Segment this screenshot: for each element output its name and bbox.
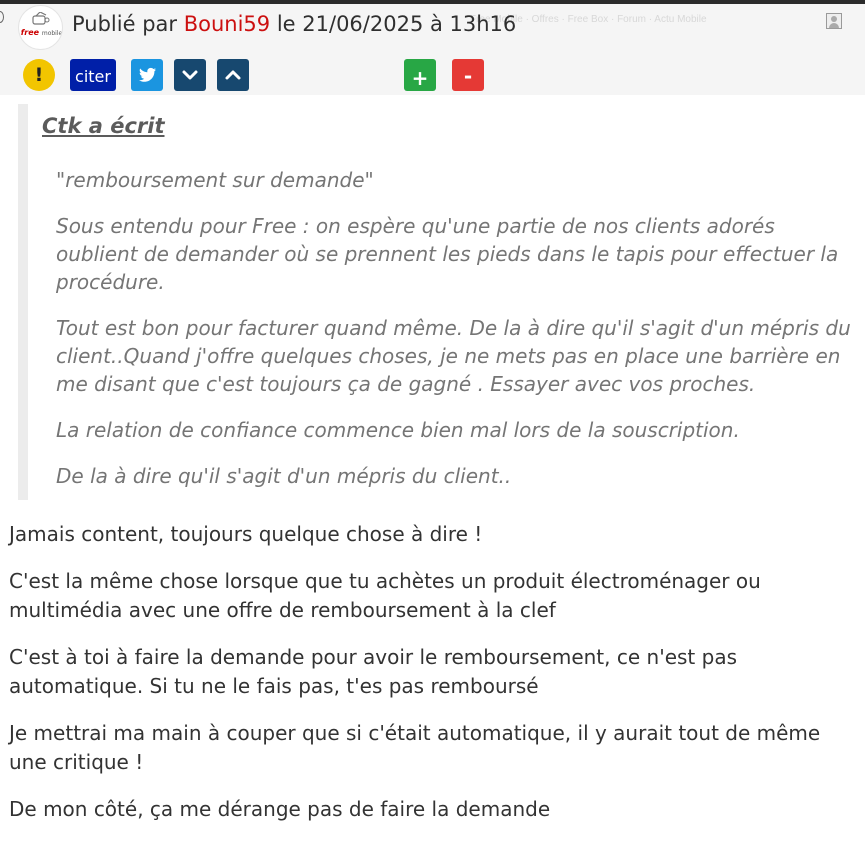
top-border — [0, 0, 865, 4]
quote-paragraph: De la à dire qu'il s'agit d'un mépris du client.. — [56, 464, 512, 488]
post-date: le 21/06/2025 à 13h16 — [276, 12, 517, 36]
cite-button[interactable]: citer — [70, 59, 116, 91]
free-logo-icon — [32, 12, 50, 25]
post-header-bar — [0, 0, 865, 95]
chevron-up-icon — [217, 59, 249, 91]
next-post-button[interactable] — [174, 59, 206, 91]
post-paragraph: Jamais content, toujours quelque chose à dire ! — [9, 522, 483, 546]
edge-icon — [0, 11, 4, 23]
report-button[interactable] — [23, 59, 55, 91]
post-meta — [72, 12, 516, 36]
avatar-logo-text — [19, 28, 63, 37]
avatar-logo-small: mobile — [41, 30, 63, 37]
twitter-bird-icon — [131, 59, 163, 91]
user-icon[interactable] — [826, 13, 842, 29]
chevron-down-icon — [174, 59, 206, 91]
quote-paragraph: "remboursement sur demande" — [56, 168, 374, 192]
quote-paragraph: Sous entendu pour Free : on espère qu'une partie de nos clients adorés oublient de demander où se prennent les pieds dans le tapis pour effectuer la procédure. — [56, 214, 839, 294]
post-paragraph: C'est à toi à faire la demande pour avoir le remboursement, ce n'est pas automatique. Si tu ne le fais pas, t'es pas remboursé — [9, 645, 737, 698]
post-paragraph: Je mettrai ma main à couper que si c'était automatique, il y aurait tout de même une critique ! — [9, 721, 821, 774]
avatar[interactable] — [18, 5, 63, 50]
downvote-button[interactable]: - — [452, 59, 484, 91]
quote-paragraph: Tout est bon pour facturer quand même. De la à dire qu'il s'agit d'un mépris du client..Quand j'offre quelques choses, je ne mets pas en place une barrière en me disant que c'est toujours ça de gagné . Essayer avec vos proches. — [56, 316, 851, 396]
quote-author-header[interactable]: Ctk a écrit — [42, 114, 165, 138]
faint-nav-menu[interactable]: Free Mobile · Offres · Free Box · Forum · Actu Mobile — [470, 14, 707, 25]
twitter-share-button[interactable] — [131, 59, 163, 91]
post-body — [9, 520, 859, 842]
post-paragraph: C'est la même chose lorsque que tu achètes un produit électroménager ou multimédia avec une offre de remboursement à la clef — [9, 569, 761, 622]
post-paragraph: De mon côté, ça me dérange pas de faire la demande — [9, 797, 551, 821]
exclamation-icon: ! — [34, 64, 44, 86]
published-by-label: Publié par — [72, 12, 178, 36]
upvote-button[interactable]: + — [404, 59, 436, 91]
quoted-message — [18, 104, 865, 500]
quote-body — [56, 166, 856, 508]
avatar-logo-main: free — [20, 28, 40, 37]
previous-post-button[interactable] — [217, 59, 249, 91]
author-link[interactable]: Bouni59 — [183, 12, 271, 36]
quote-paragraph: La relation de confiance commence bien mal lors de la souscription. — [56, 418, 740, 442]
